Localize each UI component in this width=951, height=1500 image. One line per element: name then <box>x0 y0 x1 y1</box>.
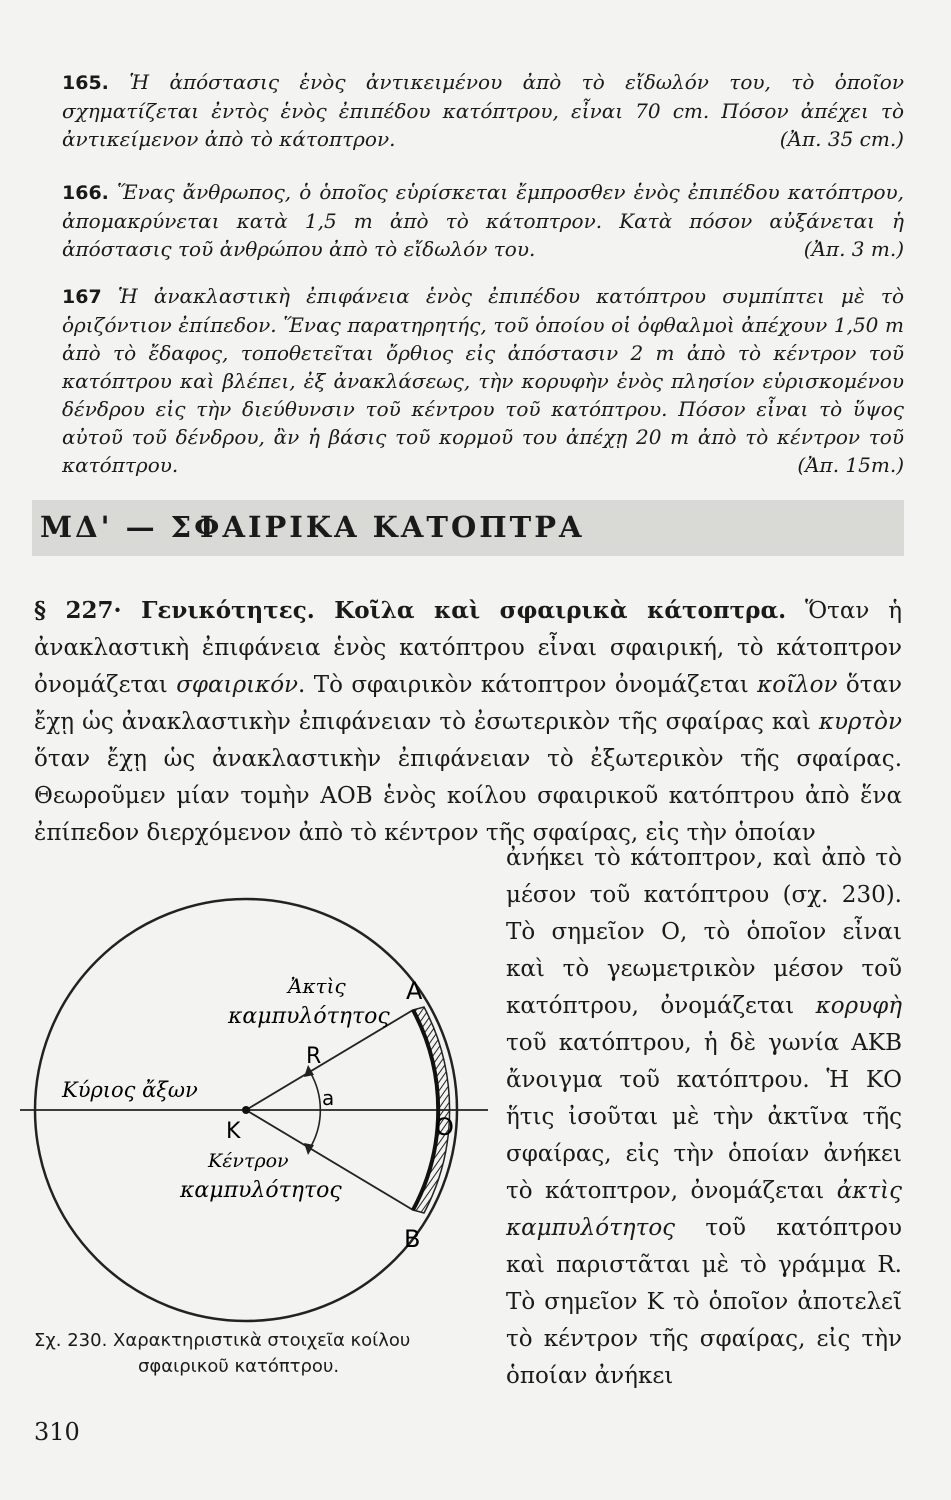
term-koilon: κοῖλον <box>757 672 838 698</box>
label-aktis-2: καμπυλότητος <box>228 1004 390 1029</box>
label-center-2: καμπυλότητος <box>180 1178 342 1203</box>
body-segment: . Τὸ σφαιρικὸν κάτοπτρον ὀνομάζεται <box>298 672 758 698</box>
problem-number: 167 <box>62 286 102 308</box>
problem-167 <box>62 282 904 479</box>
section-body <box>34 592 902 852</box>
section-heading: § 227· Γενικότητες. Κοῖλα καὶ σφαιρικὰ κάτοπτρα. <box>34 597 787 624</box>
term-kyrton: κυρτὸν <box>818 709 902 735</box>
center-point <box>242 1106 250 1114</box>
body-segment: τοῦ κατόπτρου καὶ παριστᾶται μὲ τὸ γράμμα R. Τὸ σημεῖον Κ τὸ ὁποῖον ἀποτελεῖ τὸ κέντρον τῆς σφαίρας, εἰς τὴν ὁποίαν ἀνήκει <box>506 1215 902 1389</box>
problem-number: 165. <box>62 72 109 94</box>
problem-number: 166. <box>62 182 109 204</box>
term-koryfi: κορυφὴ <box>815 993 902 1019</box>
label-a: a <box>322 1086 335 1110</box>
problem-text: Ἕνας ἄνθρωπος, ὁ ὁποῖος εὑρίσκεται ἔμπροσθεν ἑνὸς ἐπιπέδου κατόπτρου, ἀπομακρύνεται κατὰ 1,5 m ἀπὸ τὸ κάτοπτρον. Κατὰ πόσον αὐξάνεται ἡ ἀπόστασις τοῦ ἀνθρώπου ἀπὸ τὸ εἴδωλόν του. <box>62 180 904 261</box>
section-body-column <box>506 840 902 1395</box>
body-segment: τοῦ κατόπτρου, ἡ δὲ γωνία ΑΚΒ ἄνοιγμα τοῦ κατόπτρου. Ἡ ΚΟ ἥτις ἰσοῦται μὲ τὴν ἀκτῖνα τῆς σφαίρας, εἰς τὴν ὁποίαν ἀνήκει τὸ κάτοπτρον, ὀνομάζεται <box>506 1030 902 1204</box>
problem-165 <box>62 68 904 153</box>
label-center-1: Κέντρον <box>208 1150 289 1172</box>
label-aktis-1: Ἀκτὶς <box>288 974 346 998</box>
caption-line-1: Σχ. 230. Χαρακτηριστικὰ στοιχεῖα κοίλου <box>34 1330 411 1351</box>
body-segment: ὅταν ἔχῃ ὡς ἀνακλαστικὴν ἐπιφάνειαν τὸ ἐσωτερικὸν τῆς σφαίρας καὶ <box>34 672 902 735</box>
figure-230 <box>20 895 500 1325</box>
problem-answer: (Ἀπ. 35 cm.) <box>779 127 904 151</box>
term-sfairikon: σφαιρικόν <box>176 672 299 698</box>
label-O: O <box>435 1113 454 1141</box>
label-axis: Κύριος ἄξων <box>62 1078 198 1102</box>
label-R: R <box>306 1044 322 1069</box>
chapter-title: ΜΔ' — ΣΦΑΙΡΙΚΑ ΚΑΤΟΠΤΡΑ <box>40 510 585 544</box>
body-segment: ὅταν ἔχῃ ὡς ἀνακλαστικὴν ἐπιφάνειαν τὸ ἐξωτερικὸν τῆς σφαίρας. Θεωροῦμεν μίαν τομὴν ΑΟΒ ἑνὸς κοίλου σφαιρικοῦ κατόπτρου ἀπὸ ἕνα ἐπίπεδον διερχόμενον ἀπὸ τὸ κέντρον τῆς σφαίρας, εἰς τὴν ὁποίαν <box>34 746 902 846</box>
problem-answer: (Ἀπ. 15m.) <box>797 453 904 477</box>
problem-answer: (Ἀπ. 3 m.) <box>803 237 904 261</box>
page-number: 310 <box>34 1418 80 1446</box>
problem-text: Ἡ ἀπόστασις ἑνὸς ἀντικειμένου ἀπὸ τὸ εἴδωλόν του, τὸ ὁποῖον σχηματίζεται ἐντὸς ἑνὸς ἐπιπέδου κατόπτρου, εἶναι 70 cm. Πόσον ἀπέχει τὸ ἀντικείμενον ἀπὸ τὸ κάτοπτρον. <box>62 70 904 151</box>
term-aktis: ἀκτὶς καμπυλότητος <box>506 1178 902 1241</box>
figure-caption <box>34 1328 484 1380</box>
caption-line-2: σφαιρικοῦ κατόπτρου. <box>138 1356 340 1377</box>
body-segment: Ὅταν ἡ ἀνακλαστικὴ ἐπιφάνεια ἑνὸς κατόπτρου εἶναι σφαιρική, τὸ κάτοπτρον ὀνομάζεται <box>34 598 902 698</box>
problem-text: Ἡ ἀνακλαστικὴ ἐπιφάνεια ἑνὸς ἐπιπέδου κατόπτρου συμπίπτει μὲ τὸ ὁριζόντιον ἐπίπεδον. Ἕνας παρατηρητής, τοῦ ὁποίου οἱ ὀφθαλμοὶ ἀπέχουν 1,50 m ἀπὸ τὸ ἔδαφος, τοποθετεῖται ὄρθιος εἰς ἀπόστασιν 2 m ἀπὸ τὸ κέντρον τοῦ κατόπτρου καὶ βλέπει, ἐξ ἀνακλάσεως, τὴν κορυφὴν ἑνὸς πλησίον εὑρισκομένου δένδρου εἰς τὴν διεύθυνσιν τοῦ κέντρου τοῦ κατόπτρου. Πόσον εἶναι τὸ ὕψος αὐτοῦ τοῦ δένδρου, ἂν ἡ βάσις τοῦ κορμοῦ του ἀπέχῃ 20 m ἀπὸ τὸ κέντρον τοῦ κατόπτρου. <box>62 284 904 477</box>
label-A: A <box>406 977 423 1005</box>
label-K: K <box>226 1119 241 1144</box>
body-segment: ἀνήκει τὸ κάτοπτρον, καὶ ἀπὸ τὸ μέσον τοῦ κατόπτρου (σχ. 230). Τὸ σημεῖον Ο, τὸ ὁποῖον εἶναι καὶ τὸ γεωμετρικὸν μέσον τοῦ κατόπτρου, ὀνομάζεται <box>506 845 902 1019</box>
problem-166 <box>62 178 904 263</box>
label-B: B <box>404 1225 421 1253</box>
